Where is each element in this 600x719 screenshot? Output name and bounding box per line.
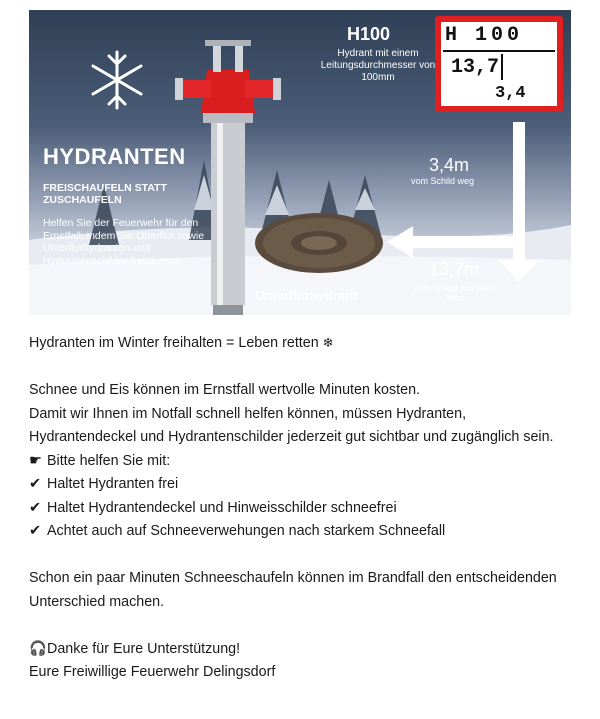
check-icon: ✔ [29, 523, 41, 539]
pointing-hand-icon: ☛ [29, 452, 42, 469]
hydrant-sign [435, 16, 563, 112]
sign-right-number: 3,4 [495, 84, 526, 103]
distance-right-caption: vom Schild weg [411, 176, 475, 186]
checklist-item: ✔ Haltet Hydrantendeckel und Hinweisschilder schneefrei [29, 497, 574, 521]
thanks-line [29, 638, 574, 662]
banner-body-text: Helfen Sie der Feuerwehr für den Ernstfall, indem Sie Oberflur sowie Unterflurhydranten und Hydrantenschilder freiräumen. [43, 217, 205, 267]
explanation-paragraph: Damit wir Ihnen im Notfall schnell helfen können, müssen Hydranten, Hydrantendeckel und Hydrantenschilder jederzeit gut sichtbar und zugänglich sein. [29, 405, 554, 445]
distance-left-value: 13,7m [429, 259, 480, 279]
headline [29, 331, 574, 356]
thanks-text: Danke für Eure Unterstützung! [47, 640, 241, 657]
checklist-item: ✔ Achtet auch auf Schneeverwehungen nach starkem Schneefall [29, 520, 574, 544]
underfloor-hydrant-cover-illustration [255, 213, 383, 273]
post-text [29, 331, 574, 685]
distance-left-caption: vom Schild aus nach links [413, 283, 497, 303]
intro-line: Schnee und Eis können im Ernstfall wertvolle Minuten kosten. [29, 382, 420, 398]
hydrant-banner-image [29, 10, 571, 315]
sign-left-number: 13,7 [451, 56, 500, 79]
closing-paragraph: Schon ein paar Minuten Schneeschaufeln können im Brandfall den entscheidenden Unterschied machen. [29, 570, 557, 610]
banner-subtitle: FREISCHAUFELN STATT ZUSCHAUFELN [43, 182, 167, 206]
headline-text: Hydranten im Winter freihalten = Leben retten [29, 335, 319, 351]
checklist-item: ✔ Haltet Hydranten frei [29, 473, 574, 497]
sign-heading: H100 [347, 24, 391, 44]
underfloor-hydrant-label: Unterflurhydrant [255, 288, 358, 303]
sign-description: Hydrant mit einem Leitungsdurchmesser von 100mm [320, 48, 436, 83]
signature: Eure Freiwillige Feuerwehr Delingsdorf [29, 664, 276, 680]
distance-right-value: 3,4m [429, 155, 470, 175]
headphones-icon: 🎧 [29, 640, 47, 657]
request-line [29, 450, 574, 474]
banner-title: HYDRANTEN [43, 144, 186, 169]
request-text: Bitte helfen Sie mit: [47, 452, 171, 469]
check-icon: ✔ [29, 499, 41, 516]
sign-h-letter: H [445, 24, 458, 47]
check-icon: ✔ [29, 476, 41, 492]
snowflake-icon: ❄ [322, 335, 334, 350]
sign-top-number: 100 [475, 24, 524, 47]
snowflake-icon [93, 52, 141, 108]
